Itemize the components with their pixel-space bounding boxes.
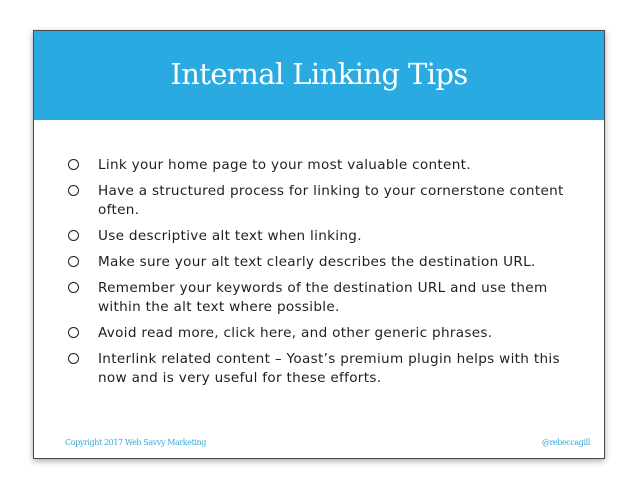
bullet-text: Remember your keywords of the destination URL and use them within the alt text where possible. <box>98 280 548 315</box>
list-item <box>68 350 588 388</box>
circle-bullet-icon <box>68 282 79 293</box>
circle-bullet-icon <box>68 327 79 338</box>
copyright-footer: Copyright 2017 Web Savvy Marketing <box>65 438 207 447</box>
circle-bullet-icon <box>68 185 79 196</box>
bullet-text: Have a structured process for linking to your cornerstone content often. <box>98 183 564 218</box>
title-banner <box>34 31 604 120</box>
bullet-text: Interlink related content – Yoast’s premium plugin helps with this now and is very useful for these efforts. <box>98 351 560 386</box>
bullet-text: Make sure your alt text clearly describes the destination URL. <box>98 254 536 270</box>
slide-title: Internal Linking Tips <box>170 57 468 91</box>
circle-bullet-icon <box>68 159 79 170</box>
list-item <box>68 182 588 220</box>
bullet-list <box>68 156 588 395</box>
circle-bullet-icon <box>68 256 79 267</box>
list-item <box>68 253 588 272</box>
circle-bullet-icon <box>68 353 79 364</box>
bullet-text: Use descriptive alt text when linking. <box>98 228 362 244</box>
author-handle: @rebeccagill <box>541 438 590 447</box>
bullet-text: Avoid read more, click here, and other generic phrases. <box>98 325 493 341</box>
circle-bullet-icon <box>68 230 79 241</box>
list-item <box>68 227 588 246</box>
slide <box>33 30 605 459</box>
list-item <box>68 324 588 343</box>
bullet-text: Link your home page to your most valuable content. <box>98 157 471 173</box>
list-item <box>68 279 588 317</box>
list-item <box>68 156 588 175</box>
